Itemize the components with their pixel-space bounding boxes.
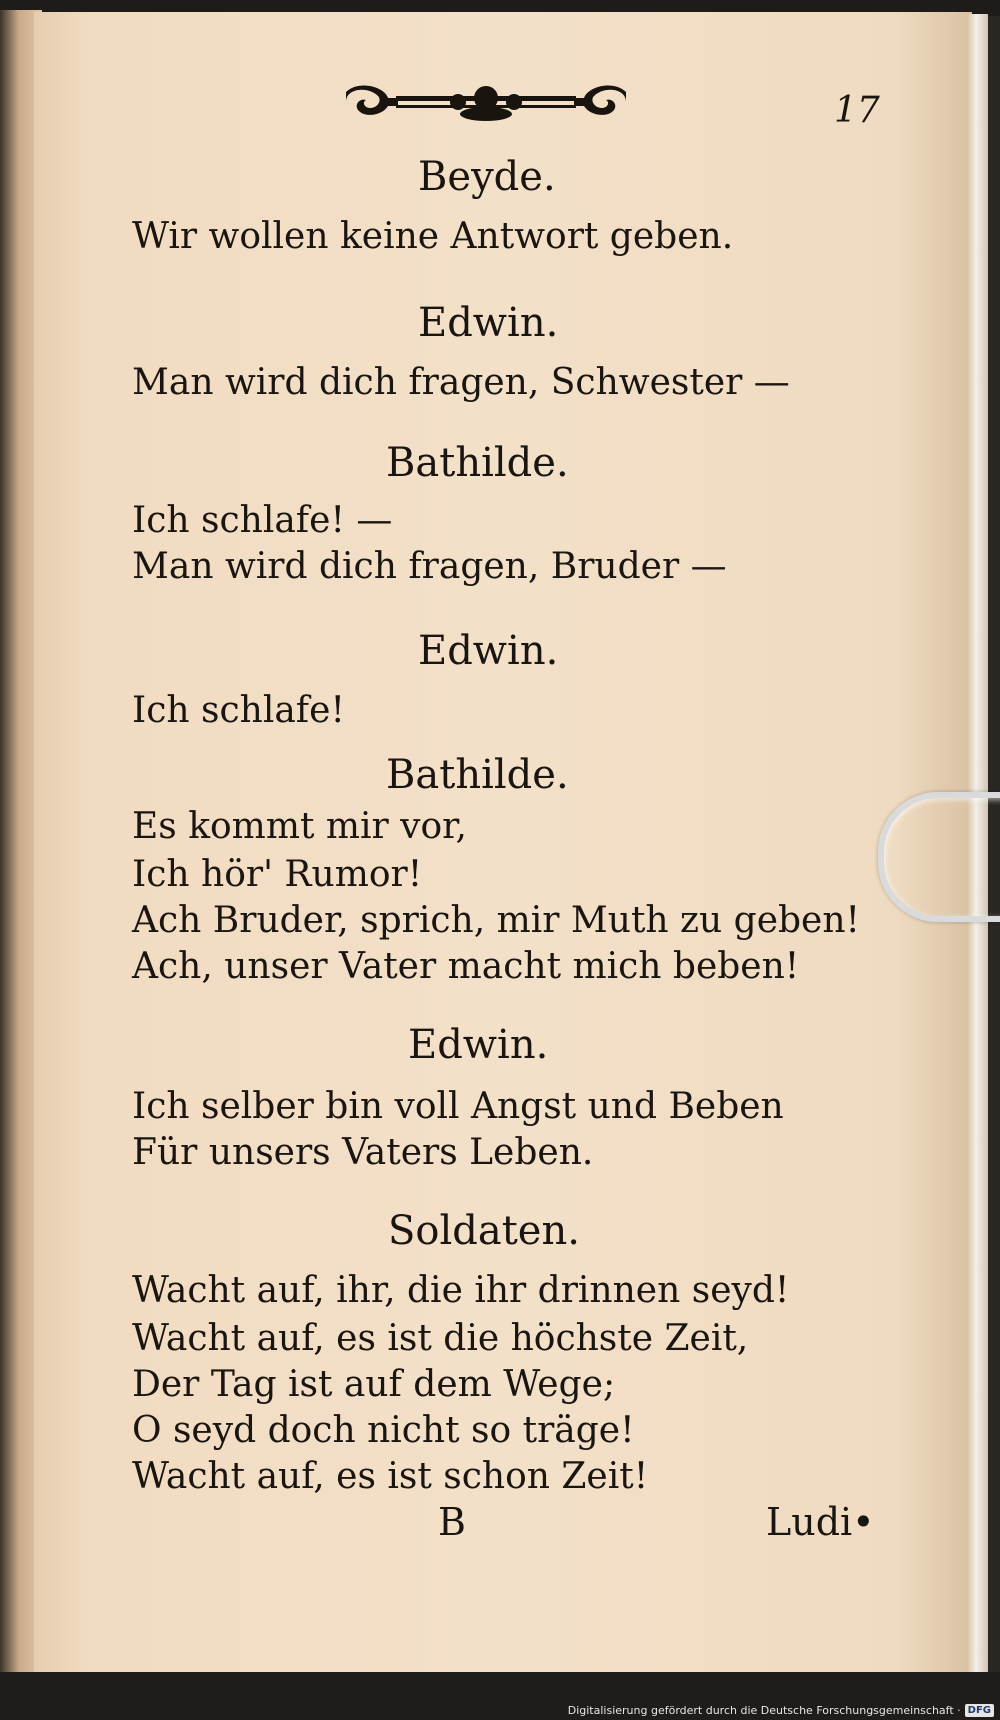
speaker-name: Bathilde. bbox=[386, 440, 569, 486]
verse-line: O seyd doch nicht so träge! bbox=[132, 1410, 635, 1451]
printer-ornament-icon bbox=[338, 78, 634, 126]
verse-line: Es kommt mir vor, bbox=[132, 806, 467, 847]
speaker-name: Beyde. bbox=[418, 154, 556, 200]
verse-line: Wacht auf, es ist schon Zeit! bbox=[132, 1456, 649, 1497]
verse-line: Man wird dich fragen, Bruder — bbox=[132, 546, 727, 587]
verse-line: Ach Bruder, sprich, mir Muth zu geben! bbox=[132, 900, 860, 941]
verse-line: Wacht auf, ihr, die ihr drinnen seyd! bbox=[132, 1270, 790, 1311]
paper-clip-icon bbox=[878, 792, 1000, 922]
speaker-name: Edwin. bbox=[408, 1022, 549, 1068]
speaker-name: Edwin. bbox=[418, 628, 559, 674]
dfg-logo: DFG bbox=[965, 1704, 994, 1717]
catchword: Ludi• bbox=[766, 1500, 875, 1544]
verse-line: Ich schlafe! bbox=[132, 690, 345, 731]
verse-line: Für unsers Vaters Leben. bbox=[132, 1132, 594, 1173]
verse-line: Ich hör' Rumor! bbox=[132, 854, 423, 895]
verse-line: Ach, unser Vater macht mich beben! bbox=[132, 946, 800, 987]
page-number: 17 bbox=[834, 90, 880, 131]
signature-mark: B bbox=[438, 1500, 466, 1544]
speaker-name: Bathilde. bbox=[386, 752, 569, 798]
speaker-name: Soldaten. bbox=[388, 1208, 580, 1254]
credit-text: Digitalisierung gefördert durch die Deutsche Forschungsgemeinschaft · bbox=[567, 1703, 961, 1717]
verse-line: Ich selber bin voll Angst und Beben bbox=[132, 1086, 784, 1127]
verse-line: Ich schlafe! — bbox=[132, 500, 393, 541]
verse-line: Wacht auf, es ist die höchste Zeit, bbox=[132, 1318, 749, 1359]
digitization-credit bbox=[568, 1700, 994, 1720]
verse-line: Man wird dich fragen, Schwester — bbox=[132, 362, 790, 403]
speaker-name: Edwin. bbox=[418, 300, 559, 346]
verse-line: Der Tag ist auf dem Wege; bbox=[132, 1364, 616, 1405]
verse-line: Wir wollen keine Antwort geben. bbox=[132, 216, 734, 257]
